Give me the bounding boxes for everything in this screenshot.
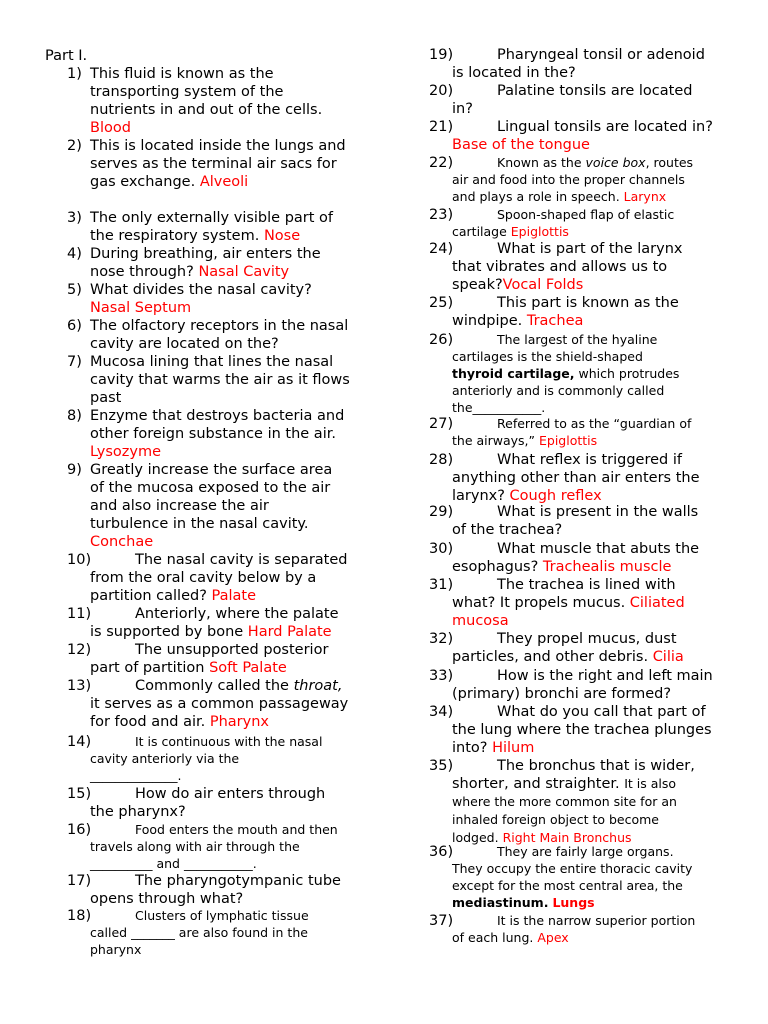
- question-text: serves as the terminal air sacs for: [90, 156, 337, 172]
- question-text: transporting system of the: [90, 84, 284, 100]
- question-line: [90, 83, 283, 101]
- question-line: [497, 667, 713, 685]
- question-number: 4): [67, 246, 82, 262]
- emphasis-text: throat,: [293, 678, 343, 694]
- question-line: [90, 353, 333, 371]
- question-number: 16): [67, 822, 92, 838]
- question-text: the airways,”: [452, 433, 539, 448]
- question-text: Clusters of lymphatic tissue: [135, 908, 309, 923]
- question-line: [497, 82, 692, 100]
- question-line: [452, 612, 509, 630]
- question-number: 12): [67, 642, 92, 658]
- question-text: The olfactory receptors in the nasal: [90, 318, 349, 334]
- question-line: [452, 382, 664, 399]
- question-text: cavity that warms the air as it flows: [90, 372, 350, 388]
- answer-text: Larynx: [623, 189, 667, 204]
- question-line: [497, 154, 693, 171]
- question-line: [452, 558, 671, 576]
- question-line: [90, 803, 186, 821]
- question-line: [135, 872, 341, 890]
- answer-text: Trachealis muscle: [542, 559, 672, 575]
- question-line: [90, 941, 141, 958]
- question-line: [135, 821, 338, 838]
- question-text: the pharynx?: [90, 804, 186, 820]
- question-line: [90, 281, 312, 299]
- answer-text: Epiglottis: [510, 224, 569, 239]
- question-line: [497, 912, 695, 929]
- question-line: [452, 432, 597, 449]
- question-line: [452, 594, 685, 612]
- emphasis-text: It is also: [624, 776, 677, 791]
- question-line: [90, 245, 321, 263]
- answer-text: Nose: [263, 228, 301, 244]
- question-number: 34): [429, 704, 454, 720]
- question-text: (primary) bronchi are formed?: [452, 686, 672, 702]
- question-text: What muscle that abuts the: [497, 541, 700, 557]
- question-text: The trachea is lined with: [497, 577, 676, 593]
- question-number: 1): [67, 66, 82, 82]
- question-number: 23): [429, 207, 454, 223]
- question-line: [90, 855, 257, 872]
- question-text: of the mucosa exposed to the air: [90, 480, 331, 496]
- question-text: larynx?: [452, 488, 510, 504]
- question-text: The unsupported posterior: [135, 642, 329, 658]
- question-line: [135, 641, 328, 659]
- question-text: which protrudes: [574, 366, 680, 381]
- question-line: [90, 533, 153, 551]
- question-line: [497, 294, 679, 312]
- question-text: Enzyme that destroys bacteria and: [90, 408, 345, 424]
- question-line: [452, 929, 569, 946]
- question-text: part of partition: [90, 660, 210, 676]
- question-number: 19): [429, 47, 454, 63]
- question-number: 11): [67, 606, 92, 622]
- question-line: [452, 739, 534, 757]
- question-line: [135, 907, 309, 924]
- question-line: [90, 335, 279, 353]
- question-number: 27): [429, 416, 454, 432]
- question-text: for food and air.: [90, 714, 210, 730]
- question-text: ______________.: [90, 768, 182, 783]
- question-number: 9): [67, 462, 82, 478]
- question-text: other foreign substance in the air.: [90, 426, 336, 442]
- question-text: the lung where the trachea plunges: [452, 722, 712, 738]
- question-number: 21): [429, 119, 454, 135]
- question-text: gas exchange.: [90, 174, 200, 190]
- question-line: [497, 540, 699, 558]
- answer-text: Trachea: [526, 313, 584, 329]
- question-line: [452, 223, 569, 240]
- question-line: [452, 312, 583, 330]
- question-line: [497, 757, 695, 775]
- question-line: [90, 65, 274, 83]
- question-text: Lingual tonsils are located in?: [497, 119, 713, 135]
- question-line: [452, 894, 595, 911]
- question-line: [90, 623, 332, 641]
- question-text: cavity anteriorly via the: [90, 751, 240, 766]
- question-line: [497, 240, 682, 258]
- question-text: It is continuous with the nasal: [135, 734, 323, 749]
- question-number: 22): [429, 155, 454, 171]
- question-text: opens through what?: [90, 891, 244, 907]
- question-text: is supported by bone: [90, 624, 248, 640]
- question-line: [497, 118, 713, 136]
- question-line: [135, 785, 325, 803]
- question-line: [135, 677, 342, 695]
- question-number: 37): [429, 913, 454, 929]
- question-number: 17): [67, 873, 92, 889]
- answer-text: Nasal Cavity: [198, 264, 290, 280]
- answer-text: Nasal Septum: [90, 300, 192, 316]
- question-line: [452, 877, 683, 894]
- question-text: The nasal cavity is separated: [135, 552, 348, 568]
- part-heading: Part I.: [45, 48, 88, 64]
- question-text: travels along with air through the: [90, 839, 300, 854]
- question-text: The bronchus that is wider,: [497, 758, 695, 774]
- question-line: [497, 331, 657, 348]
- question-text: This fluid is known as the: [90, 66, 274, 82]
- answer-text: Soft Palate: [209, 660, 287, 676]
- answer-text: Palate: [211, 588, 256, 604]
- question-text: partition called?: [90, 588, 212, 604]
- question-line: [90, 890, 243, 908]
- question-line: [452, 276, 583, 294]
- question-number: 35): [429, 758, 454, 774]
- question-line: [90, 924, 308, 941]
- question-text: turbulence in the nasal cavity.: [90, 516, 309, 532]
- question-text: What is present in the walls: [497, 504, 699, 520]
- question-line: [452, 348, 643, 365]
- answer-text: Apex: [537, 930, 569, 945]
- question-line: [90, 173, 248, 191]
- emphasis-text: mediastinum.: [452, 895, 549, 910]
- question-text: that vibrates and allows us to: [452, 259, 668, 275]
- question-text: particles, and other debris.: [452, 649, 653, 665]
- question-text: cartilage: [452, 224, 511, 239]
- question-line: [452, 100, 473, 118]
- question-line: [452, 188, 666, 205]
- question-text: pharynx: [90, 942, 142, 957]
- question-number: 10): [67, 552, 92, 568]
- question-text: Palatine tonsils are located: [497, 83, 693, 99]
- question-text: It is the narrow superior portion: [497, 913, 696, 928]
- question-number: 6): [67, 318, 82, 334]
- question-line: [90, 659, 287, 677]
- question-text: The pharyngotympanic tube: [135, 873, 341, 889]
- answer-text: Blood: [90, 120, 131, 136]
- question-line: [497, 703, 706, 721]
- question-line: [90, 838, 300, 855]
- question-text: past: [90, 390, 122, 406]
- answer-text: Lysozyme: [90, 444, 161, 460]
- answer-text: Cough reflex: [509, 488, 602, 504]
- question-text: nutrients in and out of the cells.: [90, 102, 323, 118]
- question-text: cartilages is the shield-shaped: [452, 349, 643, 364]
- question-line: [90, 569, 316, 587]
- question-line: [90, 515, 309, 533]
- question-line: [90, 497, 269, 515]
- emphasis-text: lodged.: [452, 830, 503, 845]
- question-text: is located in the?: [452, 65, 576, 81]
- question-text: the___________.: [452, 400, 546, 415]
- question-number: 32): [429, 631, 454, 647]
- answer-text: Ciliated: [629, 595, 685, 611]
- question-line: [90, 209, 333, 227]
- question-line: [497, 630, 677, 648]
- question-line: [90, 461, 332, 479]
- question-text: How do air enters through: [135, 786, 326, 802]
- question-line: [497, 206, 674, 223]
- question-text: Mucosa lining that lines the nasal: [90, 354, 334, 370]
- question-text: esophagus?: [452, 559, 543, 575]
- emphasis-text: where the more common site for an: [452, 794, 677, 809]
- answer-text: Right Main Bronchus: [502, 830, 632, 845]
- question-text: nose through?: [90, 264, 199, 280]
- emphasis-text: thyroid cartilage,: [452, 366, 575, 381]
- answer-text: Epiglottis: [538, 433, 598, 448]
- question-line: [90, 137, 346, 155]
- question-line: [90, 767, 181, 784]
- question-text: Anteriorly, where the palate: [135, 606, 339, 622]
- question-number: 31): [429, 577, 454, 593]
- question-line: [452, 171, 685, 188]
- question-text: What is part of the larynx: [497, 241, 683, 257]
- question-text: Spoon-shaped flap of elastic: [497, 207, 675, 222]
- question-text: anything other than air enters the: [452, 470, 700, 486]
- question-line: [497, 415, 691, 432]
- question-line: [90, 695, 348, 713]
- question-number: 33): [429, 668, 454, 684]
- question-line: [497, 503, 698, 521]
- question-text: How is the right and left main: [497, 668, 713, 684]
- question-line: [90, 389, 121, 407]
- question-text: Greatly increase the surface area: [90, 462, 333, 478]
- question-line: [90, 443, 161, 461]
- question-number: 36): [429, 844, 454, 860]
- question-number: 8): [67, 408, 82, 424]
- question-text: speak?: [452, 277, 503, 293]
- question-line: [452, 365, 679, 382]
- question-number: 30): [429, 541, 454, 557]
- question-number: 24): [429, 241, 454, 257]
- question-number: 26): [429, 332, 454, 348]
- question-text: Commonly called the: [135, 678, 294, 694]
- question-text: Known as the: [497, 155, 586, 170]
- answer-text: Hard Palate: [247, 624, 332, 640]
- question-text: of the trachea?: [452, 522, 563, 538]
- question-number: 18): [67, 908, 92, 924]
- question-text: except for the most central area, the: [452, 878, 683, 893]
- question-number: 20): [429, 83, 454, 99]
- question-text: in?: [452, 101, 473, 117]
- question-number: 14): [67, 734, 92, 750]
- question-line: [452, 64, 576, 82]
- question-text: anteriorly and is commonly called: [452, 383, 665, 398]
- question-text: The largest of the hyaline: [497, 332, 658, 347]
- question-line: [90, 371, 350, 389]
- question-line: [452, 793, 677, 811]
- question-line: [90, 263, 289, 281]
- question-text: They propel mucus, dust: [497, 631, 677, 647]
- question-number: 15): [67, 786, 92, 802]
- question-text: Food enters the mouth and then: [135, 822, 338, 837]
- question-text: into?: [452, 740, 493, 756]
- question-number: 7): [67, 354, 82, 370]
- question-text: what? It propels mucus.: [452, 595, 630, 611]
- question-line: [452, 521, 562, 539]
- question-line: [497, 451, 682, 469]
- question-line: [90, 479, 330, 497]
- question-text: air and food into the proper channels: [452, 172, 685, 187]
- question-text: , routes: [645, 155, 694, 170]
- question-text: called _______ are also found in the: [90, 925, 308, 940]
- question-line: [90, 227, 300, 245]
- question-text: They are fairly large organs.: [497, 844, 674, 859]
- question-text: During breathing, air enters the: [90, 246, 321, 262]
- question-text: The only externally visible part of: [90, 210, 334, 226]
- question-line: [452, 648, 684, 666]
- question-text: it serves as a common passageway: [90, 696, 349, 712]
- question-text: What divides the nasal cavity?: [90, 282, 312, 298]
- question-text: Referred to as the “guardian of: [497, 416, 692, 431]
- answer-text: Pharynx: [209, 714, 269, 730]
- question-line: [452, 721, 712, 739]
- question-number: 2): [67, 138, 82, 154]
- answer-text: Lungs: [552, 895, 595, 910]
- question-number: 3): [67, 210, 82, 226]
- question-line: [135, 551, 348, 569]
- question-line: [90, 299, 191, 317]
- question-line: [452, 399, 545, 416]
- question-text: from the oral cavity below by a: [90, 570, 317, 586]
- question-text: __________ and ___________.: [90, 856, 257, 871]
- emphasis-text: inhaled foreign object to become: [452, 812, 659, 827]
- question-number: 25): [429, 295, 454, 311]
- question-line: [135, 733, 322, 750]
- question-text: and plays a role in speech.: [452, 189, 624, 204]
- question-text: and also increase the air: [90, 498, 269, 514]
- question-line: [90, 713, 269, 731]
- answer-text: Vocal Folds: [502, 277, 584, 293]
- question-text: They occupy the entire thoracic cavity: [452, 861, 693, 876]
- question-line: [452, 775, 676, 793]
- question-text: of each lung.: [452, 930, 538, 945]
- question-text: What do you call that part of: [497, 704, 706, 720]
- question-text: cavity are located on the?: [90, 336, 279, 352]
- answer-text: Cilia: [652, 649, 684, 665]
- question-line: [452, 811, 659, 829]
- question-line: [90, 317, 348, 335]
- question-line: [497, 843, 674, 860]
- question-number: 28): [429, 452, 454, 468]
- question-number: 13): [67, 678, 92, 694]
- question-text: This is located inside the lungs and: [90, 138, 346, 154]
- question-line: [90, 425, 336, 443]
- answer-text: Alveoli: [199, 174, 249, 190]
- question-line: [90, 119, 131, 137]
- question-line: [452, 258, 667, 276]
- question-line: [90, 101, 322, 119]
- question-line: [452, 685, 671, 703]
- question-line: [452, 469, 699, 487]
- question-text: shorter, and straighter.: [452, 776, 625, 792]
- question-number: 5): [67, 282, 82, 298]
- answer-text: Hilum: [492, 740, 535, 756]
- question-number: 29): [429, 504, 454, 520]
- question-text: This part is known as the: [497, 295, 679, 311]
- answer-text: mucosa: [452, 613, 509, 629]
- question-line: [452, 136, 590, 154]
- answer-text: Conchae: [90, 534, 154, 550]
- question-line: [497, 46, 705, 64]
- question-line: [90, 750, 239, 767]
- question-line: [90, 155, 337, 173]
- answer-text: Base of the tongue: [452, 137, 590, 153]
- question-line: [90, 587, 256, 605]
- question-text: windpipe.: [452, 313, 527, 329]
- question-line: [135, 605, 339, 623]
- question-text: the respiratory system.: [90, 228, 264, 244]
- question-line: [497, 576, 676, 594]
- question-line: [90, 407, 344, 425]
- question-text: What reflex is triggered if: [497, 452, 682, 468]
- question-line: [452, 860, 692, 877]
- emphasis-text: voice box: [585, 155, 646, 170]
- question-text: Pharyngeal tonsil or adenoid: [497, 47, 705, 63]
